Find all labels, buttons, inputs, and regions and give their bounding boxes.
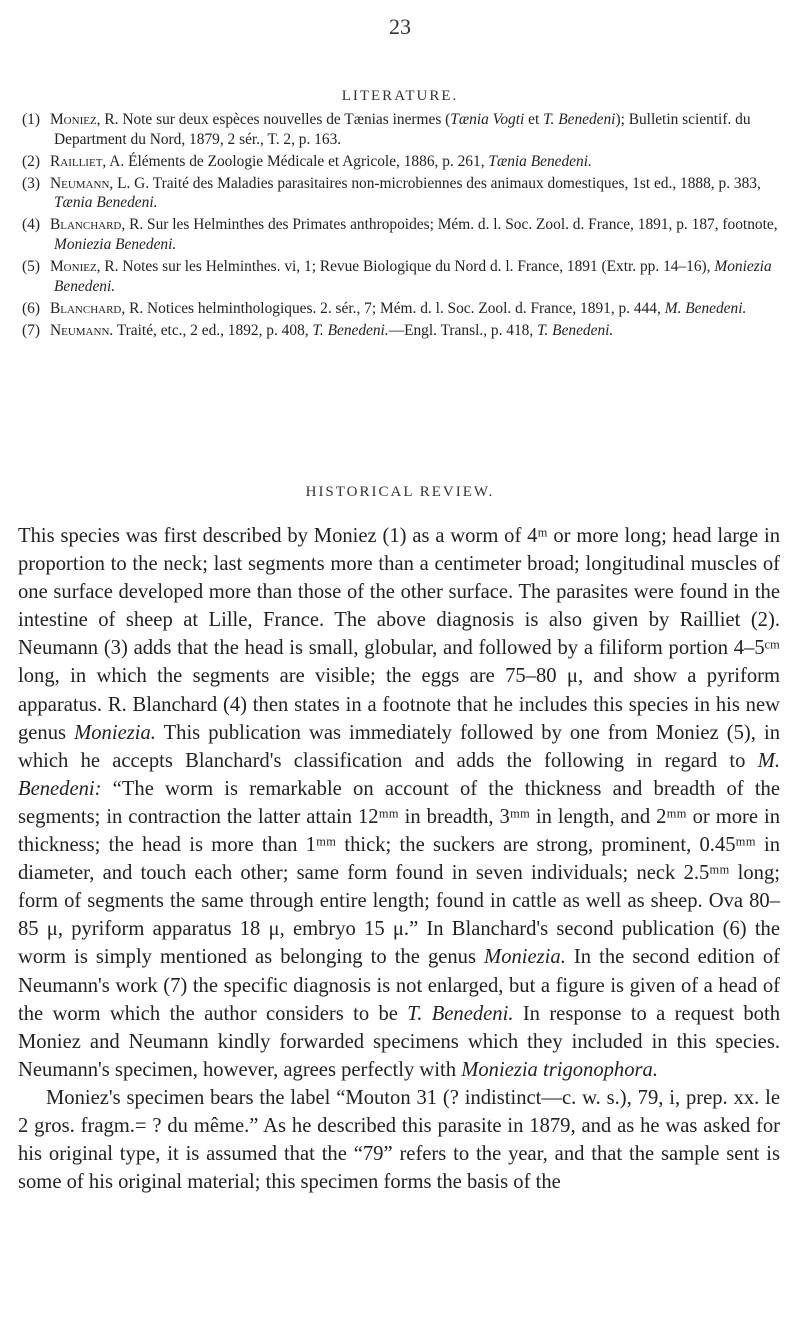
reference-text: Notices helminthologiques. 2. sér., 7; Mém. d. l. Soc. Zool. d. France, 1891, p. 444,	[143, 299, 665, 317]
reference-number: (3)	[22, 174, 40, 192]
reference-text: Notes sur les Helminthes. vi, 1; Revue Biologique du Nord d. l. France, 1891 (Extr. pp. 14–16),	[118, 258, 715, 276]
paragraph-text: “The worm is remarkable on account of the thickness and breadth of the segments; in contraction the latter attain 12ᵐᵐ in breadth, 3ᵐᵐ in length, and 2ᵐᵐ or more in thickness; the head is more than 1ᵐᵐ thick; the suckers are strong, prominent, 0.45ᵐᵐ in diameter, and touch each other; same form found in seven individuals; neck 2.5ᵐᵐ long; form of segments the same through entire length; found in cattle as well as sheep. Ova 80–85 μ, pyriform apparatus 18 μ, embryo 15 μ.” In Blanchard's second publication (6) the worm is simply mentioned as belonging to the genus	[18, 777, 780, 969]
reference-list	[22, 110, 782, 343]
genus-name: Moniezia.	[484, 946, 566, 969]
reference-text: —Engl. Transl., p. 418,	[388, 321, 538, 339]
reference-item	[22, 215, 782, 254]
reference-author: Moniez, R.	[50, 258, 119, 276]
reference-species: Moniezia Benedeni.	[54, 258, 772, 295]
reference-author: Neumann, L. G.	[50, 174, 150, 192]
reference-species: Tænia Benedeni.	[488, 152, 592, 170]
genus-name: Moniezia.	[74, 721, 156, 744]
reference-number: (6)	[22, 299, 40, 317]
reference-author: Blanchard, R.	[50, 216, 144, 234]
body-text	[18, 522, 780, 1196]
reference-text: et	[524, 111, 544, 128]
reference-author: Railliet, A.	[50, 152, 125, 170]
species-name: T. Benedeni.	[407, 1002, 514, 1025]
reference-item	[22, 110, 782, 149]
species-name: Moniezia trigonophora.	[461, 1058, 658, 1081]
paragraph-text: In the second edition of Neumann's work (7) the specific diagnosis is not enlarged, but a figure is given of a head of the worm which the author considers to be	[18, 946, 780, 1025]
paragraph: Moniez's specimen bears the label “Mouton 31 (? indistinct—c. w. s.), 79, i, prep. xx. le 2 gros. fragm.= ? du même.” As he described this parasite in 1879, and as he was asked for his original type, it is assumed that the “79” refers to the year, and that the sample sent is some of his original material; this specimen forms the basis of the	[18, 1086, 780, 1194]
paragraph-text: This species was first described by Moniez (1) as a worm of 4ᵐ or more long; head large in proportion to the neck; last segments more than a centimeter broad; longitudinal muscles of one surface developed more than those of the other surface. The parasites were found in the intestine of sheep at Lille, France. The above diagnosis is also given by Railliet (2). Neumann (3) adds that the head is small, globular, and followed by a filiform portion 4–5ᶜᵐ long, in which the segments are visible; the eggs are 75–80 μ, and show a pyriform apparatus. R. Blanchard (4) then states in a footnote that he includes this species in his new genus	[18, 525, 780, 744]
paragraph-text: This publication was immediately followed by one from Moniez (5), in which he accepts Blanchard's classification and adds the following in regard to	[18, 721, 781, 772]
reference-species: Tænia Vogti	[450, 111, 525, 128]
reference-item	[22, 321, 782, 341]
reference-item	[22, 257, 782, 296]
reference-text: Traité des Maladies parasitaires non-microbiennes des animaux domestiques, 1st ed., 1888, p. 383,	[149, 174, 761, 192]
paragraph	[18, 522, 780, 1084]
reference-text: Sur les Helminthes des Primates anthropoides; Mém. d. l. Soc. Zool. d. France, 1891, p. 187, footnote,	[143, 216, 778, 234]
reference-species: T. Benedeni.	[312, 321, 389, 339]
reference-number: (2)	[22, 152, 40, 170]
species-name: M. Benedeni:	[18, 749, 780, 800]
reference-text: Éléments de Zoologie Médicale et Agricole, 1886, p. 261,	[124, 152, 489, 170]
reference-author: Blanchard, R.	[50, 299, 144, 317]
reference-number: (5)	[22, 258, 40, 276]
reference-number: (1)	[22, 111, 40, 128]
literature-heading: LITERATURE.	[341, 88, 459, 104]
reference-item	[22, 174, 782, 213]
reference-author: Neumann.	[50, 321, 114, 339]
reference-number: (4)	[22, 216, 40, 234]
reference-item	[22, 152, 782, 172]
reference-species: M. Benedeni.	[664, 299, 747, 317]
reference-item	[22, 299, 782, 319]
reference-species: T. Benedeni.	[537, 321, 614, 339]
reference-species: Moniezia Benedeni.	[54, 236, 177, 254]
reference-text: Note sur deux espèces nouvelles de Tænias inermes (	[118, 111, 451, 128]
historical-review-heading: HISTORICAL REVIEW.	[305, 484, 495, 500]
paragraph-text: In response to a request both Moniez and Neumann kindly forwarded specimens which they included in this species. Neumann's specimen, however, agrees perfectly with	[18, 1002, 781, 1081]
reference-author: Moniez, R.	[50, 111, 119, 128]
reference-text: Traité, etc., 2 ed., 1892, p. 408,	[113, 321, 313, 339]
page-number: 23	[389, 14, 411, 39]
reference-text: ); Bulletin scientif. du Department du Nord, 1879, 2 sér., T. 2, p. 163.	[54, 111, 751, 148]
reference-species: T. Benedeni	[543, 111, 616, 128]
reference-number: (7)	[22, 321, 40, 339]
reference-species: Tænia Benedeni.	[54, 194, 158, 212]
